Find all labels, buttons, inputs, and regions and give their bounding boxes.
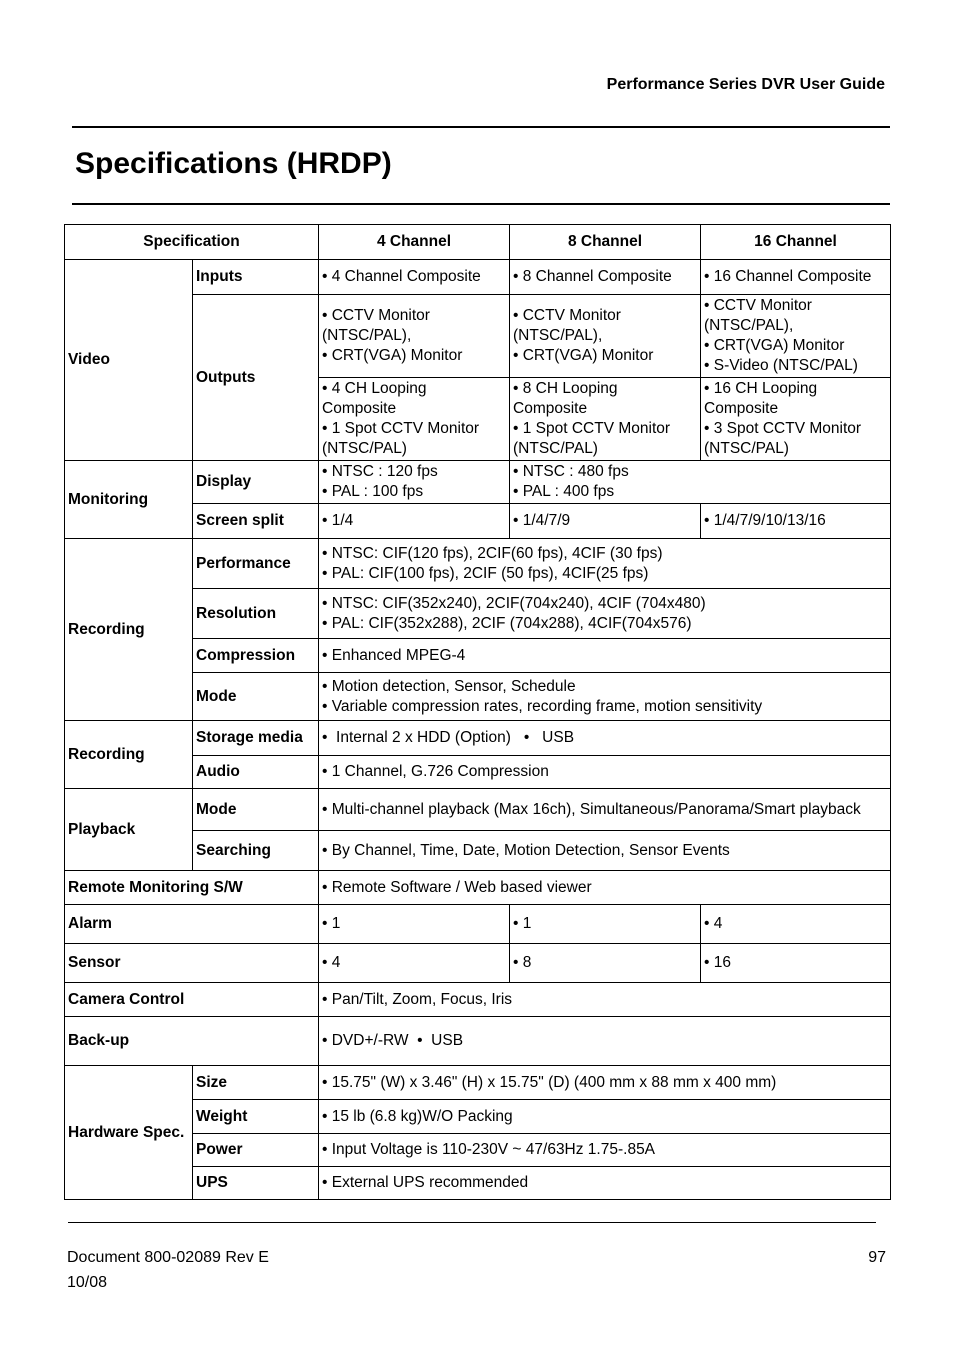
category-monitoring: Monitoring — [65, 461, 193, 539]
table-row — [65, 260, 891, 295]
page-title: Specifications (HRDP) — [75, 147, 392, 180]
spec-size: Size — [193, 1066, 319, 1100]
category-recording: Recording — [65, 539, 193, 721]
screen-split-8ch: • 1/4/7/9 — [510, 504, 701, 539]
outputs-monitor-16ch: • CCTV Monitor (NTSC/PAL), • CRT(VGA) Monitor • S-Video (NTSC/PAL) — [701, 295, 891, 378]
table-row — [65, 1017, 891, 1066]
playback-mode-value: • Multi-channel playback (Max 16ch), Simultaneous/Panorama/Smart playback — [319, 789, 891, 831]
table-row — [65, 721, 891, 756]
inputs-4ch: • 4 Channel Composite — [319, 260, 510, 295]
spec-performance: Performance — [193, 539, 319, 589]
header-4-channel: 4 Channel — [319, 225, 510, 260]
category-recording-storage: Recording — [65, 721, 193, 789]
table-row — [65, 539, 891, 589]
inputs-8ch: • 8 Channel Composite — [510, 260, 701, 295]
recording-mode-value: • Motion detection, Sensor, Schedule • Variable compression rates, recording frame, motion sensitivity — [319, 673, 891, 721]
ups-value: • External UPS recommended — [319, 1167, 891, 1200]
sensor-4ch: • 4 — [319, 944, 510, 983]
table-row — [65, 983, 891, 1017]
spec-camera-control: Camera Control — [65, 983, 319, 1017]
table-header-row — [65, 225, 891, 260]
spec-compression: Compression — [193, 639, 319, 673]
spec-inputs: Inputs — [193, 260, 319, 295]
table-row — [65, 944, 891, 983]
sensor-16ch: • 16 — [701, 944, 891, 983]
header-8-channel: 8 Channel — [510, 225, 701, 260]
table-row — [65, 871, 891, 905]
sensor-8ch: • 8 — [510, 944, 701, 983]
alarm-16ch: • 4 — [701, 905, 891, 944]
footer-date: 10/08 — [67, 1274, 108, 1291]
display-8ch-16ch: • NTSC : 480 fps • PAL : 400 fps — [510, 461, 891, 504]
resolution-value: • NTSC: CIF(352x240), 2CIF(704x240), 4CIF (704x480) • PAL: CIF(352x288), 2CIF (704x288), 4CIF(704x576) — [319, 589, 891, 639]
power-value: • Input Voltage is 110-230V ~ 47/63Hz 1.75-.85A — [319, 1134, 891, 1167]
remote-monitoring-value: • Remote Software / Web based viewer — [319, 871, 891, 905]
outputs-monitor-4ch: • CCTV Monitor (NTSC/PAL), • CRT(VGA) Monitor — [319, 295, 510, 378]
spec-remote-monitoring: Remote Monitoring S/W — [65, 871, 319, 905]
specifications-table — [64, 224, 891, 1200]
spec-weight: Weight — [193, 1100, 319, 1134]
outputs-looping-4ch: • 4 CH Looping Composite • 1 Spot CCTV Monitor (NTSC/PAL) — [319, 378, 510, 461]
weight-value: • 15 lb (6.8 kg)W/O Packing — [319, 1100, 891, 1134]
storage-media-value: • Internal 2 x HDD (Option) • USB — [319, 721, 891, 756]
spec-sensor: Sensor — [65, 944, 319, 983]
audio-value: • 1 Channel, G.726 Compression — [319, 756, 891, 789]
page-number: 97 — [868, 1249, 886, 1266]
spec-playback-mode: Mode — [193, 789, 319, 831]
header-16-channel: 16 Channel — [701, 225, 891, 260]
screen-split-4ch: • 1/4 — [319, 504, 510, 539]
title-top-rule — [72, 126, 890, 128]
spec-audio: Audio — [193, 756, 319, 789]
size-value: • 15.75" (W) x 3.46" (H) x 15.75" (D) (400 mm x 88 mm x 400 mm) — [319, 1066, 891, 1100]
spec-outputs: Outputs — [193, 295, 319, 461]
table-row — [65, 461, 891, 504]
alarm-4ch: • 1 — [319, 905, 510, 944]
spec-display: Display — [193, 461, 319, 504]
table-row — [65, 905, 891, 944]
compression-value: • Enhanced MPEG-4 — [319, 639, 891, 673]
spec-resolution: Resolution — [193, 589, 319, 639]
outputs-looping-16ch: • 16 CH Looping Composite • 3 Spot CCTV Monitor (NTSC/PAL) — [701, 378, 891, 461]
inputs-16ch: • 16 Channel Composite — [701, 260, 891, 295]
searching-value: • By Channel, Time, Date, Motion Detection, Sensor Events — [319, 831, 891, 871]
spec-ups: UPS — [193, 1167, 319, 1200]
footer-document-number: Document 800-02089 Rev E — [67, 1249, 269, 1266]
table-row — [65, 1066, 891, 1100]
category-hardware-spec: Hardware Spec. — [65, 1066, 193, 1200]
category-video: Video — [65, 260, 193, 461]
spec-searching: Searching — [193, 831, 319, 871]
spec-storage-media: Storage media — [193, 721, 319, 756]
category-playback: Playback — [65, 789, 193, 871]
camera-control-value: • Pan/Tilt, Zoom, Focus, Iris — [319, 983, 891, 1017]
document-header-title: Performance Series DVR User Guide — [606, 76, 885, 93]
spec-backup: Back-up — [65, 1017, 319, 1066]
outputs-monitor-8ch: • CCTV Monitor (NTSC/PAL), • CRT(VGA) Monitor — [510, 295, 701, 378]
title-bottom-rule — [72, 203, 890, 205]
performance-value: • NTSC: CIF(120 fps), 2CIF(60 fps), 4CIF (30 fps) • PAL: CIF(100 fps), 2CIF (50 fps), 4CIF(25 fps) — [319, 539, 891, 589]
alarm-8ch: • 1 — [510, 905, 701, 944]
spec-alarm: Alarm — [65, 905, 319, 944]
screen-split-16ch: • 1/4/7/9/10/13/16 — [701, 504, 891, 539]
outputs-looping-8ch: • 8 CH Looping Composite • 1 Spot CCTV Monitor (NTSC/PAL) — [510, 378, 701, 461]
spec-recording-mode: Mode — [193, 673, 319, 721]
spec-power: Power — [193, 1134, 319, 1167]
header-specification: Specification — [65, 225, 319, 260]
table-row — [65, 789, 891, 831]
display-4ch: • NTSC : 120 fps • PAL : 100 fps — [319, 461, 510, 504]
footer-rule — [68, 1222, 876, 1223]
backup-value: • DVD+/-RW • USB — [319, 1017, 891, 1066]
spec-screen-split: Screen split — [193, 504, 319, 539]
